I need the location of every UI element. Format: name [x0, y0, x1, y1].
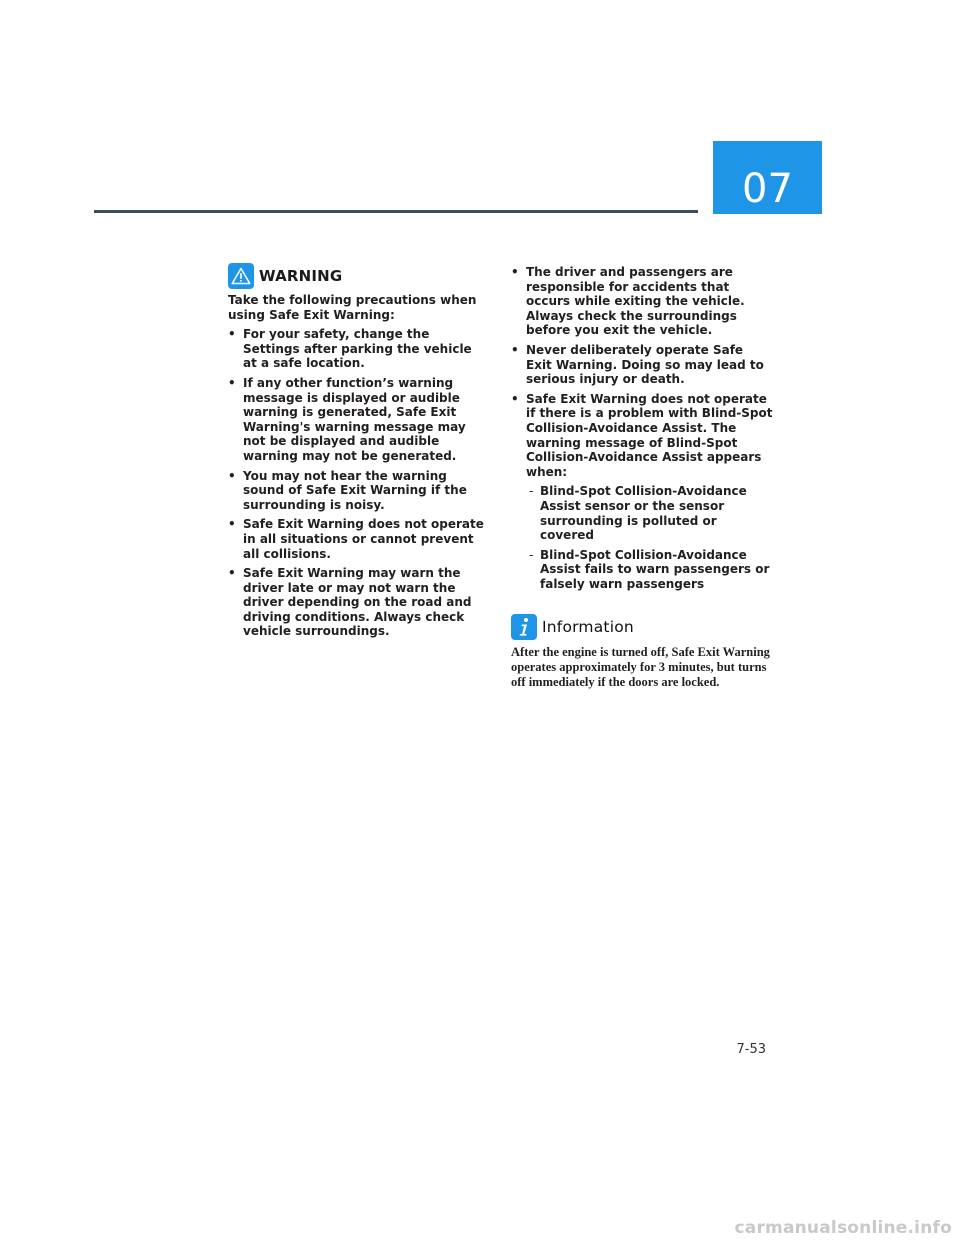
warning-item: • For your safety, change the Settings after parking the vehicle at a safe location. [228, 327, 488, 371]
warning-item: • The driver and passengers are responsible for accidents that occurs while exiting the vehicle. Always check the surroundings before you exit the vehicle. [511, 265, 773, 338]
warning-item-with-subitems [511, 392, 773, 592]
page-number: 7-53 [736, 1042, 766, 1057]
warning-subitem: - Blind-Spot Collision-Avoidance Assist sensor or the sensor surrounding is polluted or covered [526, 484, 773, 542]
warning-header [228, 262, 488, 290]
information-title: Information [542, 618, 634, 637]
warning-item-text: Safe Exit Warning does not operate if there is a problem with Blind-Spot Collision-Avoidance Assist. The warning message of Blind-Spot Collision-Avoidance Assist appears when: [526, 391, 773, 479]
warning-title: WARNING [259, 267, 343, 285]
warning-lead: Take the following precautions when using Safe Exit Warning: [228, 293, 477, 322]
warning-item: • Never deliberately operate Safe Exit Warning. Doing so may lead to serious injury or death. [511, 343, 773, 387]
warning-subitem: - Blind-Spot Collision-Avoidance Assist fails to warn passengers or falsely warn passengers [526, 548, 773, 592]
information-text: After the engine is turned off, Safe Exit Warning operates approximately for 3 minutes, but turns off immediately if the doors are locked. [511, 645, 770, 690]
warning-item: • If any other function’s warning message is displayed or audible warning is generated, Safe Exit Warning's warning message may not be displayed and audible warning may not be generated. [228, 376, 488, 464]
chapter-tab [713, 141, 822, 214]
warning-column-right [511, 265, 773, 702]
warning-list-right [511, 265, 773, 591]
warning-item: • Safe Exit Warning does not operate in all situations or cannot prevent all collisions. [228, 517, 488, 561]
warning-list-left [228, 327, 488, 639]
watermark: carmanualsonline.info [734, 1218, 952, 1238]
info-icon [511, 614, 537, 640]
header-rule [94, 210, 698, 213]
warning-subitem-list [526, 484, 773, 591]
warning-column-left [228, 262, 488, 644]
information-header [511, 613, 773, 641]
chapter-number: 07 [742, 166, 793, 212]
information-block [511, 613, 773, 689]
warning-item: • You may not hear the warning sound of Safe Exit Warning if the surrounding is noisy. [228, 469, 488, 513]
warning-triangle-icon [228, 263, 254, 289]
warning-item: • Safe Exit Warning may warn the driver late or may not warn the driver depending on the road and driving conditions. Always check vehicle surroundings. [228, 566, 488, 639]
